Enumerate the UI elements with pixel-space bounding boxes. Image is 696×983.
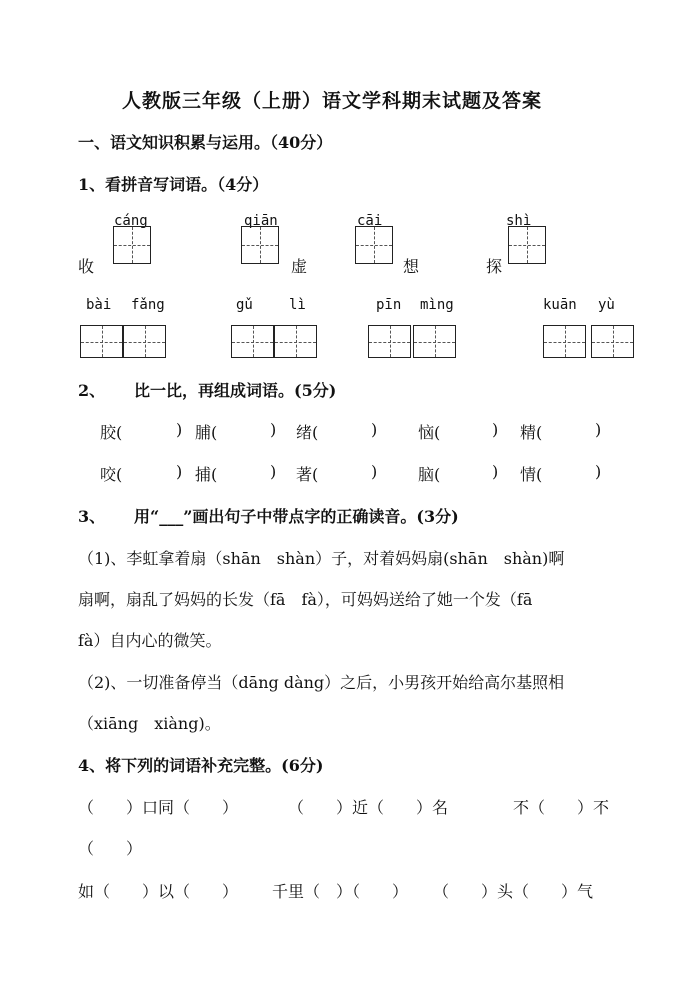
compare-char: 胶( [100, 423, 123, 442]
heading-pre: 用“ [134, 507, 160, 526]
writing-grid-box[interactable] [543, 325, 586, 358]
pinyin-label: cāi [357, 213, 383, 229]
paragraph-line: （2)、一切准备停当（dāng dàng）之后，小男孩开始给高尔基照相 [78, 673, 565, 692]
writing-grid-box[interactable] [368, 325, 411, 358]
pinyin-label: shì [506, 213, 532, 229]
writing-grid-box[interactable] [123, 325, 166, 358]
idiom-blank: （ ）口同（ ） [78, 798, 239, 817]
idiom-blank: （ ） [78, 839, 143, 858]
char-suffix: 想 [403, 257, 420, 276]
writing-grid-box[interactable] [508, 226, 546, 264]
compare-char: 绪( [296, 423, 319, 442]
question-2-heading: 比一比，再组成词语。(5分) [134, 381, 337, 400]
section-heading: 一、语文知识积累与运用。（40分） [78, 133, 333, 152]
pinyin-label: yù [598, 297, 615, 313]
char-prefix: 探 [486, 257, 503, 276]
char-suffix: 虚 [291, 257, 308, 276]
compare-char: 精( [520, 423, 543, 442]
page-title: 人教版三年级（上册）语文学科期末试题及答案 [122, 90, 543, 112]
writing-grid-box[interactable] [355, 226, 393, 264]
blank-close: ) [270, 420, 277, 439]
paragraph-line: fà）自内心的微笑。 [78, 631, 222, 650]
blank-close: ) [492, 420, 499, 439]
blank-close: ) [176, 420, 183, 439]
idiom-blank: 不（ ）不 [513, 798, 610, 817]
compare-char: 情( [520, 465, 543, 484]
paragraph-line: （1)、李虹拿着扇（shān shàn）子，对着妈妈扇(shān shàn)啊 [78, 549, 565, 568]
compare-char: 脯( [195, 423, 218, 442]
writing-grid-box[interactable] [113, 226, 151, 264]
pinyin-label: fǎng [131, 297, 165, 313]
compare-char: 恼( [418, 423, 441, 442]
paragraph-line: 扇啊，扇乱了妈妈的长发（fā fà），可妈妈送给了她一个发（fā [78, 590, 533, 609]
blank-close: ) [595, 420, 602, 439]
blank-close: ) [270, 462, 277, 481]
question-4-heading: 4、将下列的词语补充完整。(6分) [78, 756, 324, 775]
pinyin-label: cáng [114, 213, 148, 229]
question-1-heading: 1、看拼音写词语。（4分） [78, 175, 269, 194]
blank-close: ) [371, 420, 378, 439]
blank-close: ) [176, 462, 183, 481]
writing-grid-box[interactable] [274, 325, 317, 358]
underline-sample: ___ [159, 507, 184, 526]
pinyin-label: kuān [543, 297, 577, 313]
writing-grid-box[interactable] [231, 325, 274, 358]
question-number: 2、 [78, 381, 106, 400]
heading-post: ”画出句子中带点字的正确读音。(3分) [183, 507, 459, 526]
pinyin-label: lì [289, 297, 306, 313]
writing-grid-box[interactable] [591, 325, 634, 358]
idiom-blank: （ ）头（ ）气 [433, 882, 594, 901]
pinyin-label: pīn [376, 297, 402, 313]
writing-grid-box[interactable] [80, 325, 123, 358]
compare-char: 脑( [418, 465, 441, 484]
blank-close: ) [492, 462, 499, 481]
compare-char: 咬( [100, 465, 123, 484]
pinyin-label: gǔ [236, 297, 253, 313]
paragraph-line: （xiāng xiàng)。 [78, 714, 221, 733]
pinyin-label: qiān [244, 213, 278, 229]
writing-grid-box[interactable] [241, 226, 279, 264]
compare-char: 捕( [195, 465, 218, 484]
pinyin-label: mìng [420, 297, 454, 313]
question-3-heading [134, 504, 459, 527]
question-number: 3、 [78, 507, 106, 526]
idiom-blank: （ ）近（ ）名 [288, 798, 449, 817]
blank-close: ) [371, 462, 378, 481]
compare-char: 著( [296, 465, 319, 484]
blank-close: ) [595, 462, 602, 481]
idiom-blank: 千里（ ）（ ） [272, 882, 409, 901]
writing-grid-box[interactable] [413, 325, 456, 358]
char-prefix: 收 [78, 257, 95, 276]
idiom-blank: 如（ ）以（ ） [78, 882, 239, 901]
pinyin-label: bài [86, 297, 112, 313]
